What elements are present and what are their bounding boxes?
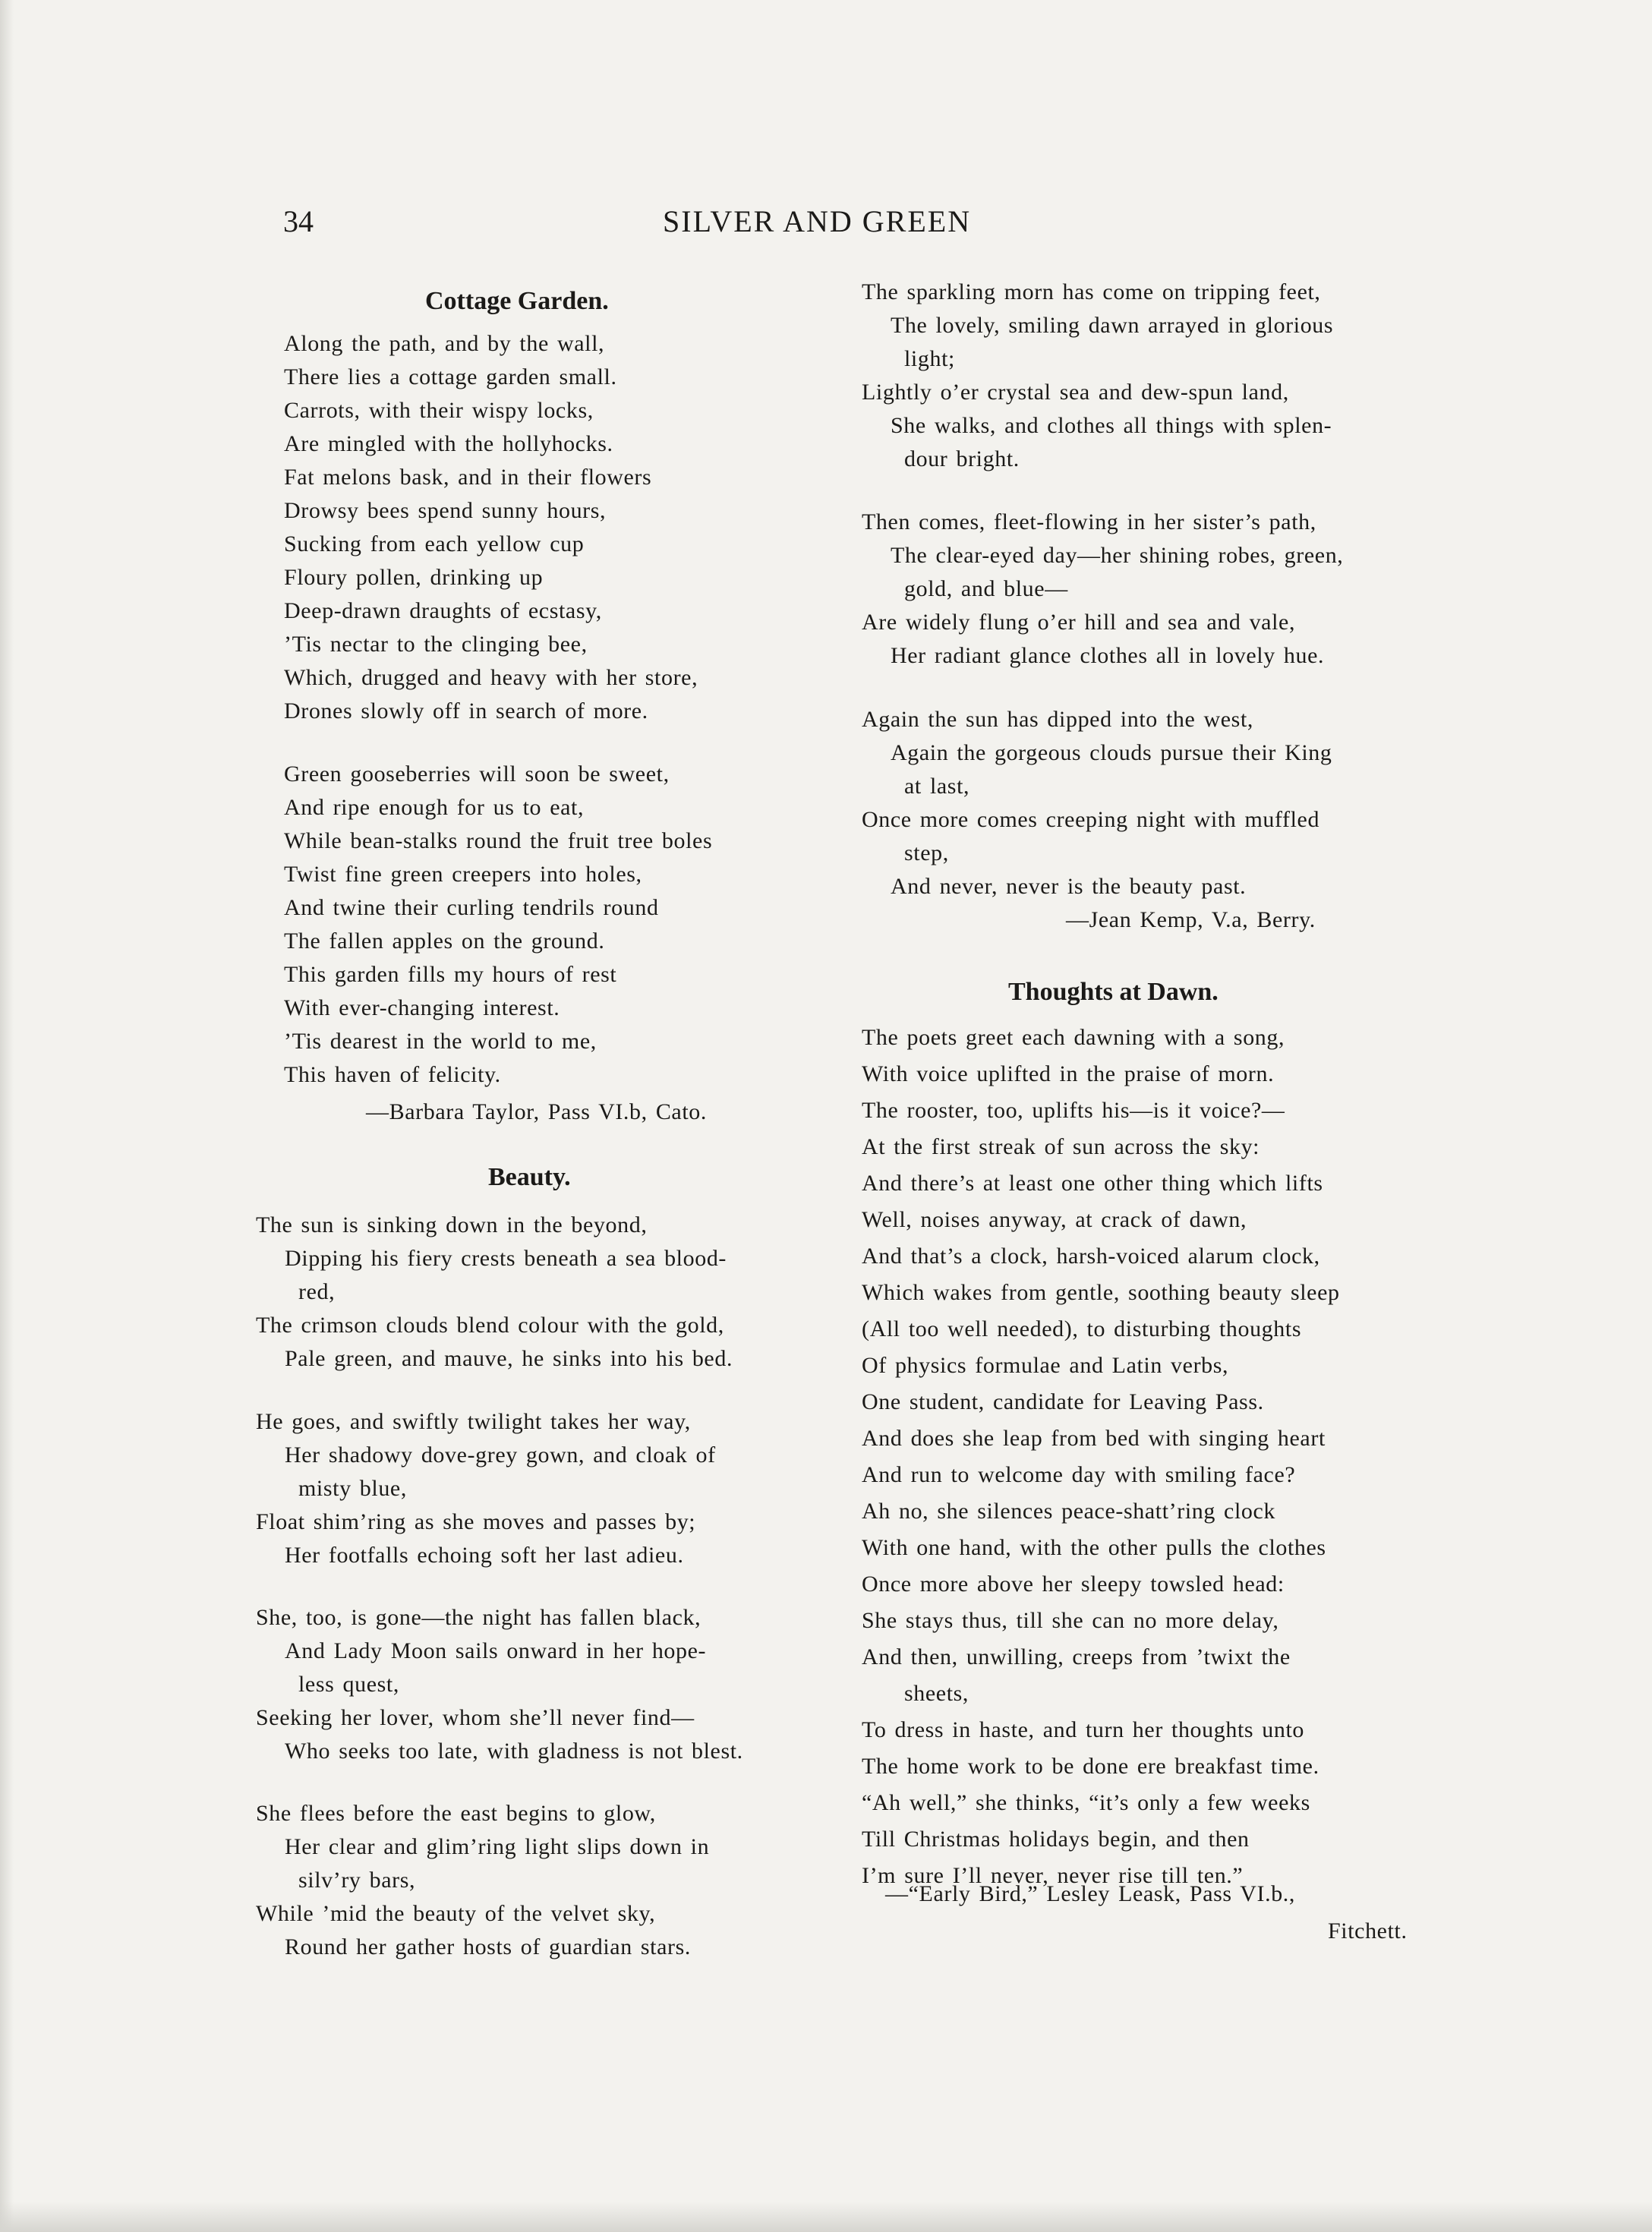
poem-line: at last, bbox=[904, 774, 970, 799]
poem-line: Are mingled with the hollyhocks. bbox=[284, 431, 613, 456]
poem-line: Once more above her sleepy towsled head: bbox=[862, 1572, 1285, 1597]
cottage-garden-title: Cottage Garden. bbox=[425, 287, 609, 315]
poem-line: She, too, is gone—the night has fallen black, bbox=[256, 1605, 701, 1630]
beauty-stanza-2 bbox=[256, 1405, 716, 1572]
poem-line: dour bright. bbox=[904, 446, 1020, 471]
poem-line: This garden fills my hours of rest bbox=[284, 962, 617, 987]
poem-line: And there’s at least one other thing which lifts bbox=[862, 1171, 1323, 1196]
poem-line: (All too well needed), to disturbing thoughts bbox=[862, 1316, 1302, 1341]
poem-line: The crimson clouds blend colour with the gold, bbox=[256, 1313, 724, 1338]
thoughts-at-dawn-title: Thoughts at Dawn. bbox=[1008, 978, 1219, 1006]
poem-line: Drowsy bees spend sunny hours, bbox=[284, 498, 607, 523]
poem-line: Who seeks too late, with gladness is not blest. bbox=[285, 1739, 743, 1764]
poem-line: Are widely flung o’er hill and sea and vale, bbox=[862, 610, 1296, 635]
poem-line: step, bbox=[904, 840, 949, 865]
poem-line: Pale green, and mauve, he sinks into his bed. bbox=[285, 1346, 733, 1371]
poem-line: ’Tis nectar to the clinging bee, bbox=[284, 632, 588, 657]
running-title: SILVER AND GREEN bbox=[663, 204, 972, 238]
poem-line: One student, candidate for Leaving Pass. bbox=[862, 1389, 1264, 1414]
beauty-stanza-1 bbox=[256, 1209, 733, 1376]
thoughts-at-dawn-credit-line-2: Fitchett. bbox=[1328, 1918, 1408, 1944]
poem-line: Well, noises anyway, at crack of dawn, bbox=[862, 1207, 1247, 1232]
cottage-garden-credit: —Barbara Taylor, Pass VI.b, Cato. bbox=[366, 1099, 707, 1124]
poem-line: And Lady Moon sails onward in her hope- bbox=[285, 1638, 707, 1663]
poem-line: I’m sure I’ll never, never rise till ten.” bbox=[862, 1863, 1244, 1888]
poem-line: Drones slowly off in search of more. bbox=[284, 698, 648, 724]
poem-line: There lies a cottage garden small. bbox=[284, 364, 617, 389]
poem-line: Round her gather hosts of guardian stars. bbox=[285, 1934, 691, 1959]
poem-line: He goes, and swiftly twilight takes her way, bbox=[256, 1409, 691, 1434]
page-number: 34 bbox=[283, 204, 314, 238]
poem-line: She stays thus, till she can no more delay, bbox=[862, 1608, 1279, 1633]
beauty-stanza-7 bbox=[862, 703, 1332, 903]
poem-line: The fallen apples on the ground. bbox=[284, 928, 605, 954]
poem-line: With ever-changing interest. bbox=[284, 995, 560, 1020]
poem-line: Again the gorgeous clouds pursue their King bbox=[891, 740, 1332, 765]
poem-line: The sparkling morn has come on tripping feet, bbox=[862, 279, 1321, 304]
poem-line: Of physics formulae and Latin verbs, bbox=[862, 1353, 1229, 1378]
poem-line: Then comes, fleet-flowing in her sister’s path, bbox=[862, 509, 1316, 534]
poem-line: Float shim’ring as she moves and passes by; bbox=[256, 1509, 696, 1534]
poem-line: Once more comes creeping night with muffled bbox=[862, 807, 1320, 832]
poem-line: She flees before the east begins to glow, bbox=[256, 1801, 656, 1826]
poem-line: The lovely, smiling dawn arrayed in glorious bbox=[891, 313, 1334, 338]
poem-line: While bean-stalks round the fruit tree boles bbox=[284, 828, 713, 853]
poem-line: And ripe enough for us to eat, bbox=[284, 795, 585, 820]
poem-line: Her radiant glance clothes all in lovely hue. bbox=[891, 643, 1325, 668]
poem-line: Dipping his fiery crests beneath a sea blood- bbox=[285, 1246, 727, 1271]
poem-line: Till Christmas holidays begin, and then bbox=[862, 1827, 1250, 1852]
poem-line: Her clear and glim’ring light slips down in bbox=[285, 1834, 710, 1859]
poem-line: And never, never is the beauty past. bbox=[891, 874, 1247, 899]
poem-line: Sucking from each yellow cup bbox=[284, 531, 585, 556]
poem-line: Deep-drawn draughts of ecstasy, bbox=[284, 598, 602, 623]
poem-line: Carrots, with their wispy locks, bbox=[284, 398, 594, 423]
poem-line: The sun is sinking down in the beyond, bbox=[256, 1212, 648, 1237]
poem-line: This haven of felicity. bbox=[284, 1062, 501, 1087]
poem-line: Seeking her lover, whom she’ll never find— bbox=[256, 1705, 695, 1730]
poem-line: gold, and blue— bbox=[904, 576, 1068, 601]
poem-line: Which wakes from gentle, soothing beauty sleep bbox=[862, 1280, 1340, 1305]
beauty-stanza-5 bbox=[862, 276, 1333, 476]
poem-line: Fat melons bask, and in their flowers bbox=[284, 465, 652, 490]
cottage-garden-stanza-2 bbox=[284, 758, 712, 1092]
poem-line: And then, unwilling, creeps from ’twixt the bbox=[862, 1644, 1291, 1669]
poem-line: With one hand, with the other pulls the clothes bbox=[862, 1535, 1326, 1560]
poem-line: She walks, and clothes all things with splen- bbox=[891, 413, 1332, 438]
beauty-credit: —Jean Kemp, V.a, Berry. bbox=[1066, 907, 1316, 932]
poem-line: Along the path, and by the wall, bbox=[284, 331, 605, 356]
thoughts-at-dawn-poem bbox=[862, 1020, 1340, 1894]
poem-line: “Ah well,” she thinks, “it’s only a few weeks bbox=[862, 1790, 1310, 1815]
poem-line: misty blue, bbox=[298, 1476, 407, 1501]
poem-line: At the first streak of sun across the sky: bbox=[862, 1134, 1260, 1159]
poem-line: And that’s a clock, harsh-voiced alarum clock, bbox=[862, 1244, 1320, 1269]
poem-line: The home work to be done ere breakfast time. bbox=[862, 1754, 1319, 1779]
poem-line: Green gooseberries will soon be sweet, bbox=[284, 761, 670, 787]
beauty-stanza-3 bbox=[256, 1601, 743, 1768]
page-bottom-shadow bbox=[0, 2202, 1652, 2232]
poem-line: less quest, bbox=[298, 1672, 399, 1697]
poem-line: light; bbox=[904, 346, 955, 371]
poem-line: The poets greet each dawning with a song, bbox=[862, 1025, 1285, 1050]
poem-line: And twine their curling tendrils round bbox=[284, 895, 659, 920]
poem-line: The clear-eyed day—her shining robes, green, bbox=[891, 543, 1344, 568]
beauty-stanza-4 bbox=[256, 1797, 709, 1964]
poem-line: ’Tis dearest in the world to me, bbox=[284, 1029, 597, 1054]
poem-line: Her footfalls echoing soft her last adieu. bbox=[285, 1543, 684, 1568]
poem-line: And run to welcome day with smiling face? bbox=[862, 1462, 1296, 1487]
poem-line: Twist fine green creepers into holes, bbox=[284, 862, 642, 887]
poem-line: Her shadowy dove-grey gown, and cloak of bbox=[285, 1442, 716, 1468]
beauty-stanza-6 bbox=[862, 506, 1343, 673]
poem-line: The rooster, too, uplifts his—is it voice?— bbox=[862, 1098, 1285, 1123]
poem-line: Ah no, she silences peace-shatt’ring clock bbox=[862, 1499, 1276, 1524]
poem-line: Again the sun has dipped into the west, bbox=[862, 707, 1253, 732]
poem-line: red, bbox=[298, 1279, 336, 1304]
page-edge-shadow bbox=[0, 0, 14, 2232]
poem-line: With voice uplifted in the praise of morn. bbox=[862, 1061, 1275, 1086]
beauty-title: Beauty. bbox=[488, 1163, 571, 1191]
poem-line: Lightly o’er crystal sea and dew-spun land, bbox=[862, 380, 1289, 405]
poem-line: sheets, bbox=[904, 1681, 969, 1706]
poem-line: And does she leap from bed with singing heart bbox=[862, 1426, 1326, 1451]
poem-line: silv’ry bars, bbox=[298, 1868, 416, 1893]
thoughts-at-dawn-credit-line-1: —“Early Bird,” Lesley Leask, Pass VI.b., bbox=[885, 1881, 1295, 1906]
poem-line: To dress in haste, and turn her thoughts unto bbox=[862, 1717, 1304, 1742]
poem-line: While ’mid the beauty of the velvet sky, bbox=[256, 1901, 656, 1926]
cottage-garden-stanza-1 bbox=[284, 327, 698, 728]
poem-line: Which, drugged and heavy with her store, bbox=[284, 665, 698, 690]
poem-line: Floury pollen, drinking up bbox=[284, 565, 544, 590]
